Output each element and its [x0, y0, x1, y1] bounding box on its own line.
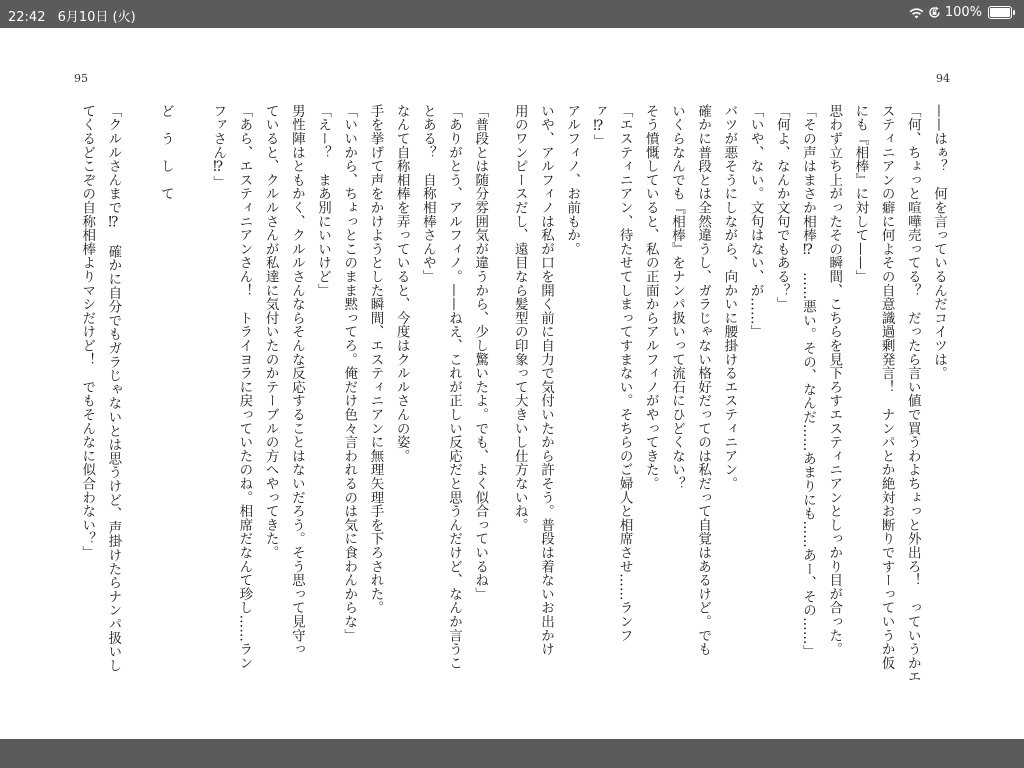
- text-line: 「普段とは随分雰囲気が違うから、少し驚いたよ。でも、よく似合っているね」: [472, 104, 489, 601]
- text-line: [126, 104, 152, 714]
- right-page-text: [507, 104, 952, 714]
- text-line: ていると、クルルさんが私達に気付いたのかテーブルの方へやってきた。: [262, 104, 279, 560]
- left-page-text: [74, 104, 493, 714]
- text-line: いくらなんでも『相棒』をナンパ扱いって流石にひどくない？: [668, 104, 685, 491]
- text-line: 「えー？ まあ別にいいけど」: [315, 104, 332, 298]
- text-line: 「エスティニアン、待たせてしまってすまない。そちらのご婦人と相席させ……ランフ: [616, 104, 633, 643]
- left-page: [74, 104, 493, 714]
- text-line: てくるどこぞの自称相棒よりマシだけど！ でもそんなに似合わない？」: [79, 104, 96, 560]
- text-line: [179, 104, 205, 714]
- text-line: ァ⁉」: [590, 104, 607, 148]
- text-line: 「何、ちょっと喧嘩売ってる？ だったら言い値で買うわよちょっと外出ろ！ っていうかエ: [904, 104, 921, 684]
- text-line: 「クルルさんまで⁉ 確かに自分でもガラじゃないとは思うけど、声掛けたらナンパ扱いし: [105, 104, 122, 673]
- text-line: そう憤慨していると、私の正面からアルフィノがやってきた。: [642, 104, 659, 491]
- text-line: 「その声はまさか相棒⁉ ……悪い。その、なんだ……あまりにも……あー、その……」: [799, 104, 816, 659]
- text-line: アルフィノ、お前もか。: [564, 104, 581, 256]
- text-line: 「何よ、なんか文句でもある？」: [773, 104, 790, 311]
- text-line: 「いや、ない。文句はない、が……」: [747, 104, 764, 339]
- text-line: 確かに普段とは全然違うし、ガラじゃない格好だってのは私だって自覚はあるけど。でも: [695, 104, 712, 656]
- status-time: 22:42: [8, 10, 46, 25]
- text-line: 「ありがとう、アルフィノ。——ねえ、これが正しい反応だと思うんだけど、なんか言うこ: [446, 104, 463, 670]
- text-line: いや、アルフィノは私が口を開く前に自力で気付いたから許そう。普段は着ないお出かけ: [537, 104, 554, 656]
- text-line: にも『相棒』に対して——」: [852, 104, 869, 284]
- right-page: [507, 104, 952, 714]
- status-date: 6月10日 (火): [57, 10, 136, 25]
- text-line: ——はぁ？ 何を言っているんだコイツは。: [931, 104, 947, 380]
- text-line: なんて自称相棒を弄っていると、今度はクルルさんの姿。: [393, 104, 410, 463]
- battery-level: [990, 8, 1010, 17]
- text-line: バツが悪そうにしながら、向かいに腰掛けるエスティニアン。: [721, 104, 738, 491]
- bottom-bar: [0, 739, 1024, 768]
- page-number-left: 95: [74, 72, 88, 85]
- orientation-lock-icon: [928, 6, 941, 19]
- page-number-right: 94: [936, 72, 950, 85]
- text-line: 手を挙げて声をかけようとした瞬間、エスティニアンに無理矢理手を下ろされた。: [367, 104, 384, 615]
- battery-icon: [988, 6, 1012, 19]
- text-line: とある？ 自称相棒さんや」: [419, 104, 436, 284]
- text-line: 男性陣はともかく、クルルさんならそんな反応することはないだろう。そう思って見守っ: [288, 104, 305, 656]
- status-bar: [0, 0, 1024, 28]
- status-left: [8, 6, 144, 25]
- text-line: 「いいから、ちょっとこのまま黙ってろ。俺だけ色々言われるのは気に食わんからな」: [341, 104, 358, 643]
- battery-percent: 100%: [944, 5, 982, 20]
- text-line: 思わず立ち上がったその瞬間、こちらを見下ろすエスティニアンとしっかり目が合った。: [826, 104, 843, 656]
- wifi-icon: [909, 7, 924, 19]
- text-line: ファさん⁉」: [210, 104, 227, 190]
- text-line: 「あら、エスティニアンさん！ トライヨラに戻っていたのね。相席だなんて珍し……ラン: [236, 104, 253, 670]
- status-right: [909, 5, 1012, 20]
- text-line: スティニアンの癖に何よその自意識過剰発言！ ナンパとか絶対お断りですーっていうか仮: [878, 104, 895, 670]
- text-line: ど う し て: [157, 104, 174, 201]
- text-line: 用のワンピースだし、遠目なら髪型の印象って大きいし仕方ないね。: [511, 104, 528, 532]
